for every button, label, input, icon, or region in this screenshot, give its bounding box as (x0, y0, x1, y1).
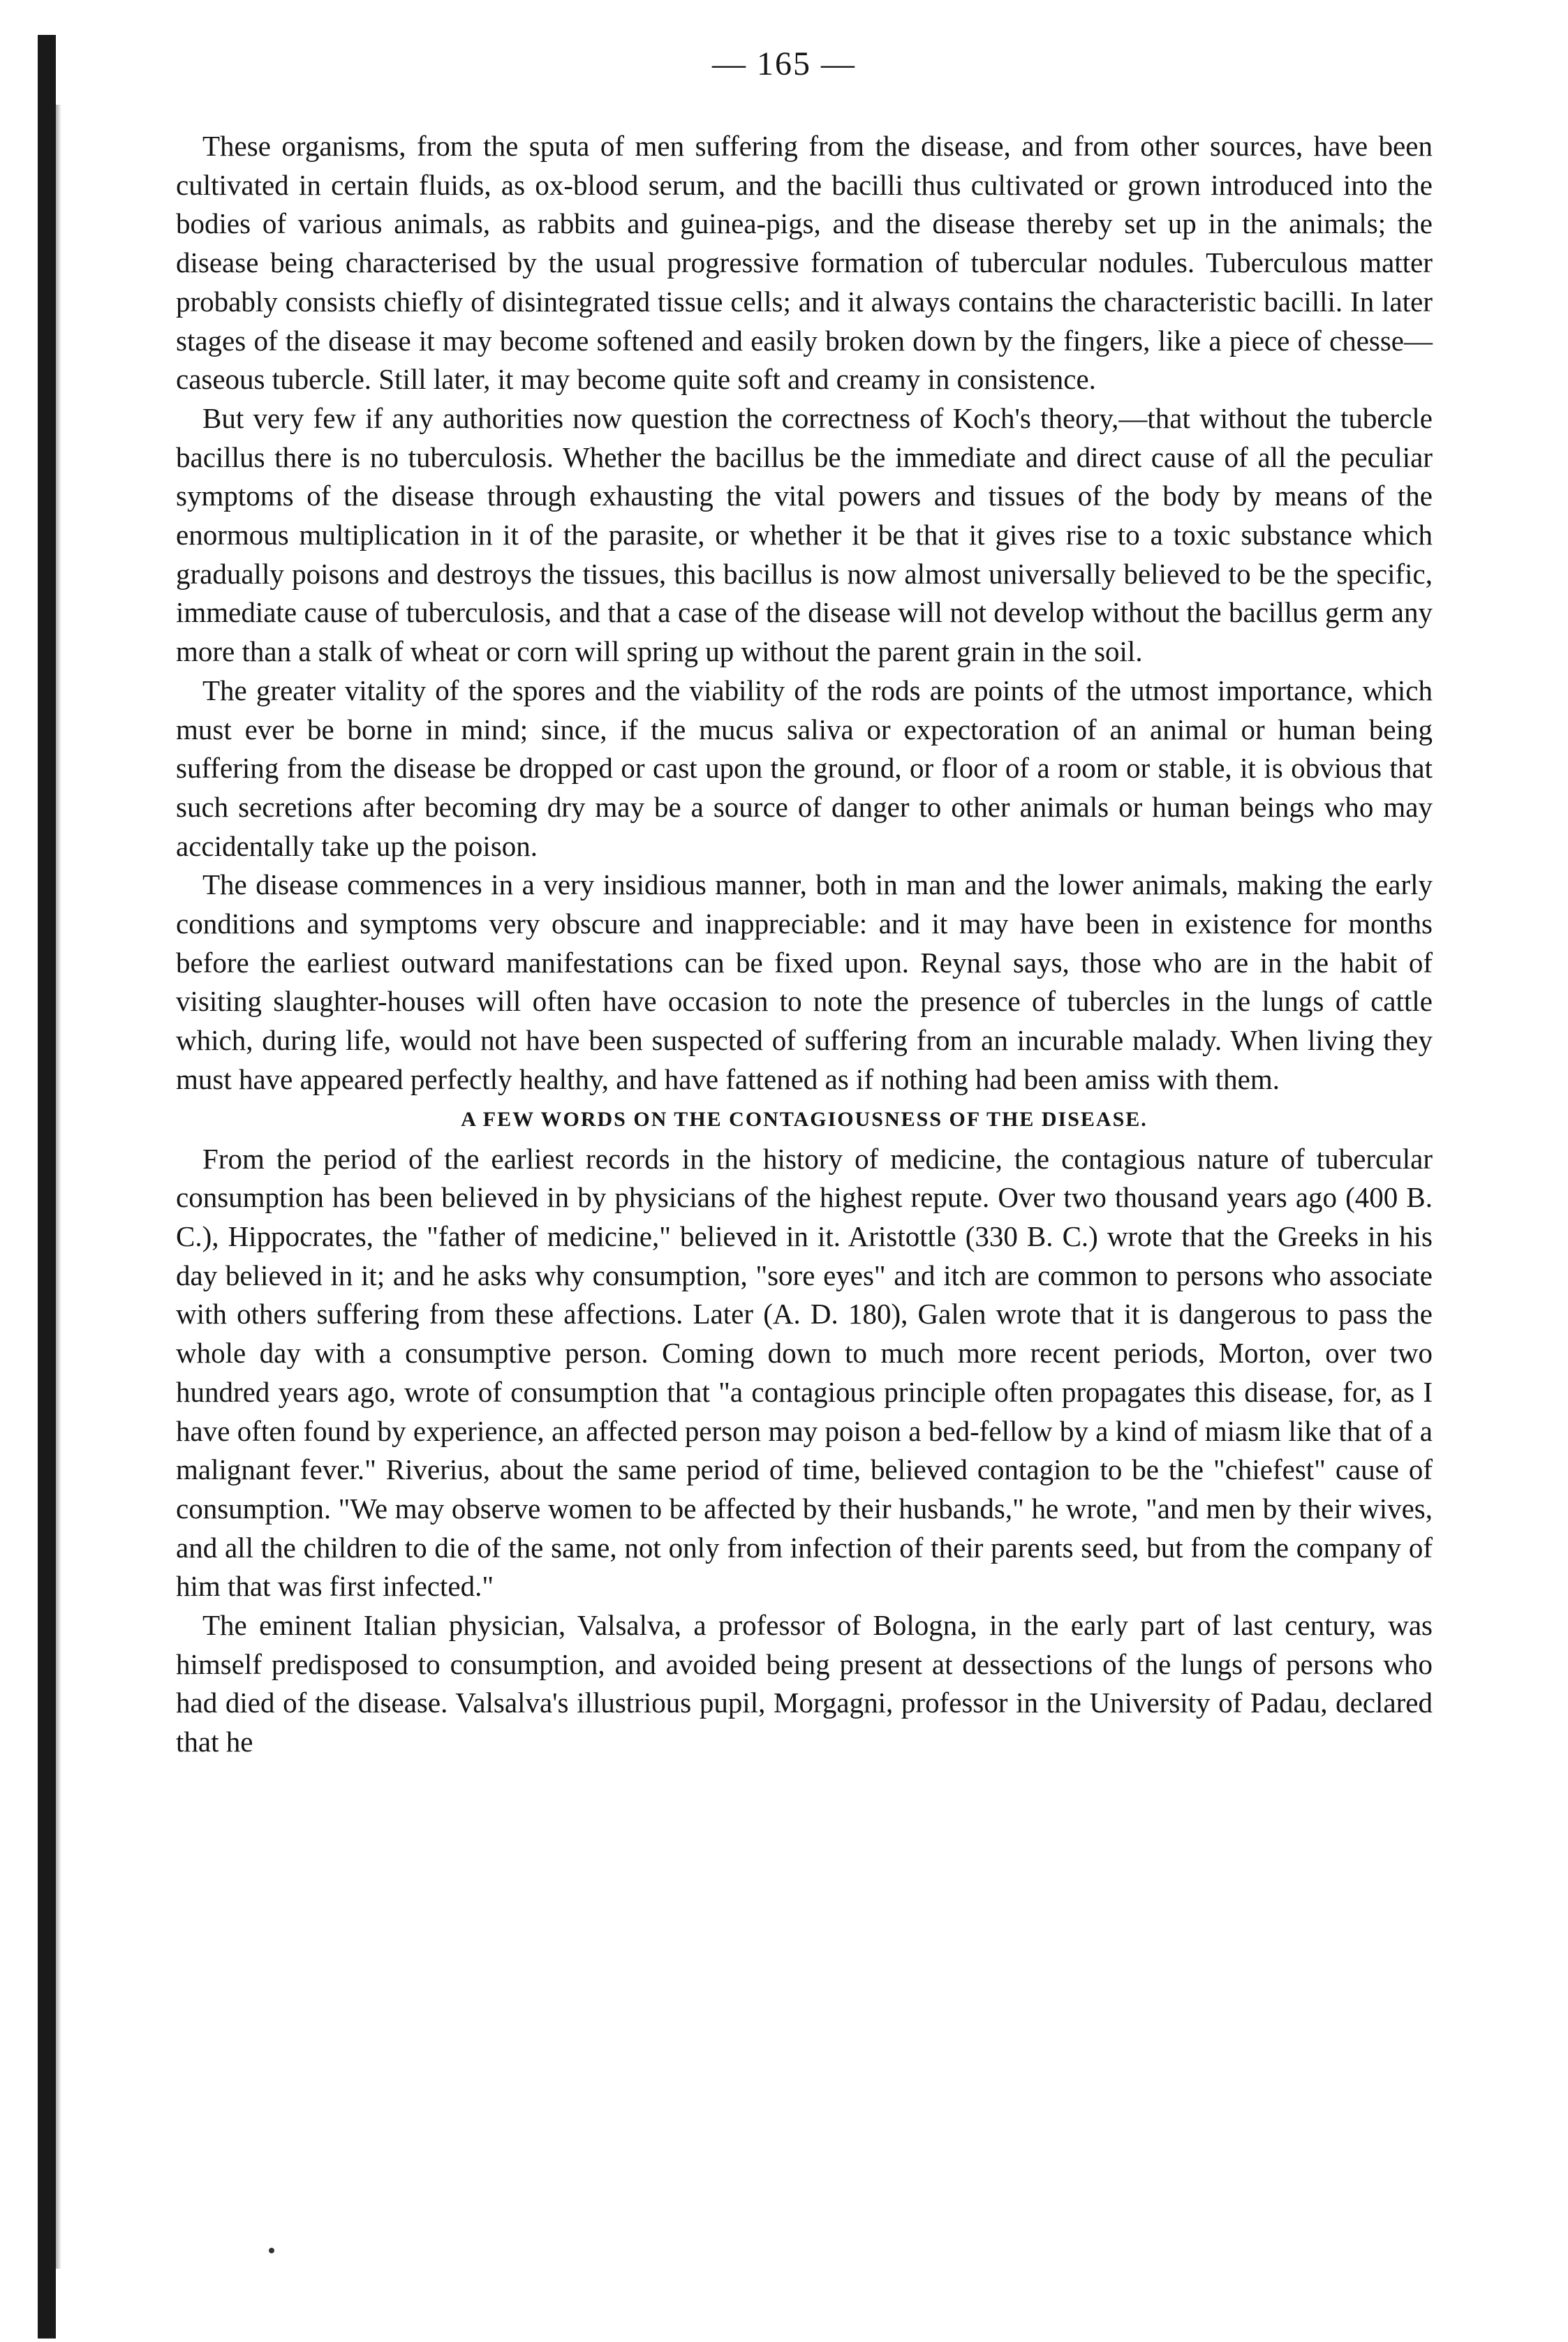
page-mark (269, 2248, 274, 2253)
body-text (176, 127, 1433, 1762)
page-number: — 165 — (712, 45, 856, 82)
paragraph-valsalva: The eminent Italian physician, Valsalva, a professor of Bologna, in the early part of last century, was himself predisposed to consumption, and avoided being present at dessections of the lungs of persons who had died of the disease. Valsalva's illustrious pupil, Morgagni, professor in the University of Padau, declared that he (176, 1609, 1433, 1758)
paragraph-contagion-history: From the period of the earliest records in the history of medicine, the contagious nature of tubercular consumption has been believed in by physicians of the highest repute. Over two thousand years ago (400 B. C.), Hippocrates, the "father of medicine," believed in it. Aristottle (330 B. C.) wrote that the Greeks in his day believed in it; and he asks why consumption, "sore eyes" and itch are common to persons who associate with others suffering from these affections. Later (A. D. 180), Galen wrote that it is dangerous to pass the whole day with a consumptive person. Coming down to much more recent periods, Morton, over two hundred years ago, wrote of consumption that "a contagious principle often propagates this disease, for, as I have often found by experience, an affected person may poison a bed-fellow by a kind of miasm like that of a malignant fever." Riverius, about the same period of time, believed contagion to be the "chiefest" cause of consumption. "We may observe women to be affected by their husbands," he wrote, "and men by their wives, and all the children to die of the same, not only from infection of their parents seed, but from the company of him that was first infected." (176, 1142, 1433, 1603)
paragraph-koch-theory: But very few if any authorities now question the correctness of Koch's theory,—that without the tubercle bacillus there is no tuberculosis. Whether the bacillus be the immediate and direct cause of all the peculiar symptoms of the disease through exhausting the vital powers and tissues of the body by means of the enormous multiplication in it of the parasite, or whether it be that it gives rise to a toxic substance which gradually poisons and destroys the tissues, this bacillus is now almost universally believed to be the specific, immediate cause of tuberculosis, and that a case of the disease will not develop without the bacillus germ any more than a stalk of wheat or corn will spring up without the parent grain in the soil. (176, 401, 1433, 668)
paragraph-insidious-onset: The disease commences in a very insidious manner, both in man and the lower animals, making the early conditions and symptoms very obscure and inappreciable: and it may have been in existence for months before the earliest outward manifestations can be fixed upon. Reynal says, those who are in the habit of visiting slaughter-houses will often have occasion to note the presence of tubercles in the lungs of cattle which, during life, would not have been suspected of suffering from an incurable malady. When living they must have appeared perfectly healthy, and have fattened as if nothing had been amiss with them. (176, 868, 1433, 1095)
binding-edge (38, 35, 56, 2339)
paragraph-organisms: These organisms, from the sputa of men suffering from the disease, and from other sources, have been cultivated in certain fluids, as ox-blood serum, and the bacilli thus cultivated or grown introduced into the bodies of various animals, as rabbits and guinea-pigs, and the disease thereby set up in the animals; the disease being characterised by the usual progressive formation of tubercular nodules. Tuberculous matter probably consists chiefly of disintegrated tissue cells; and it always contains the characteristic bacilli. In later stages of the disease it may become softened and easily broken down by the fingers, like a piece of chesse—caseous tubercle. Still later, it may become quite soft and creamy in consistence. (176, 130, 1433, 396)
binding-shadow (56, 105, 61, 2269)
paragraph-spores-vitality: The greater vitality of the spores and the viability of the rods are points of the utmost importance, which must ever be borne in mind; since, if the mucus saliva or expectoration of an animal or human being suffering from the disease be dropped or cast upon the ground, or floor of a room or stable, it is obvious that such secretions after becoming dry may be a source of danger to other animals or human beings who may accidentally take up the poison. (176, 674, 1433, 862)
section-heading: A FEW WORDS ON THE CONTAGIOUSNESS OF THE DISEASE. (461, 1107, 1148, 1131)
